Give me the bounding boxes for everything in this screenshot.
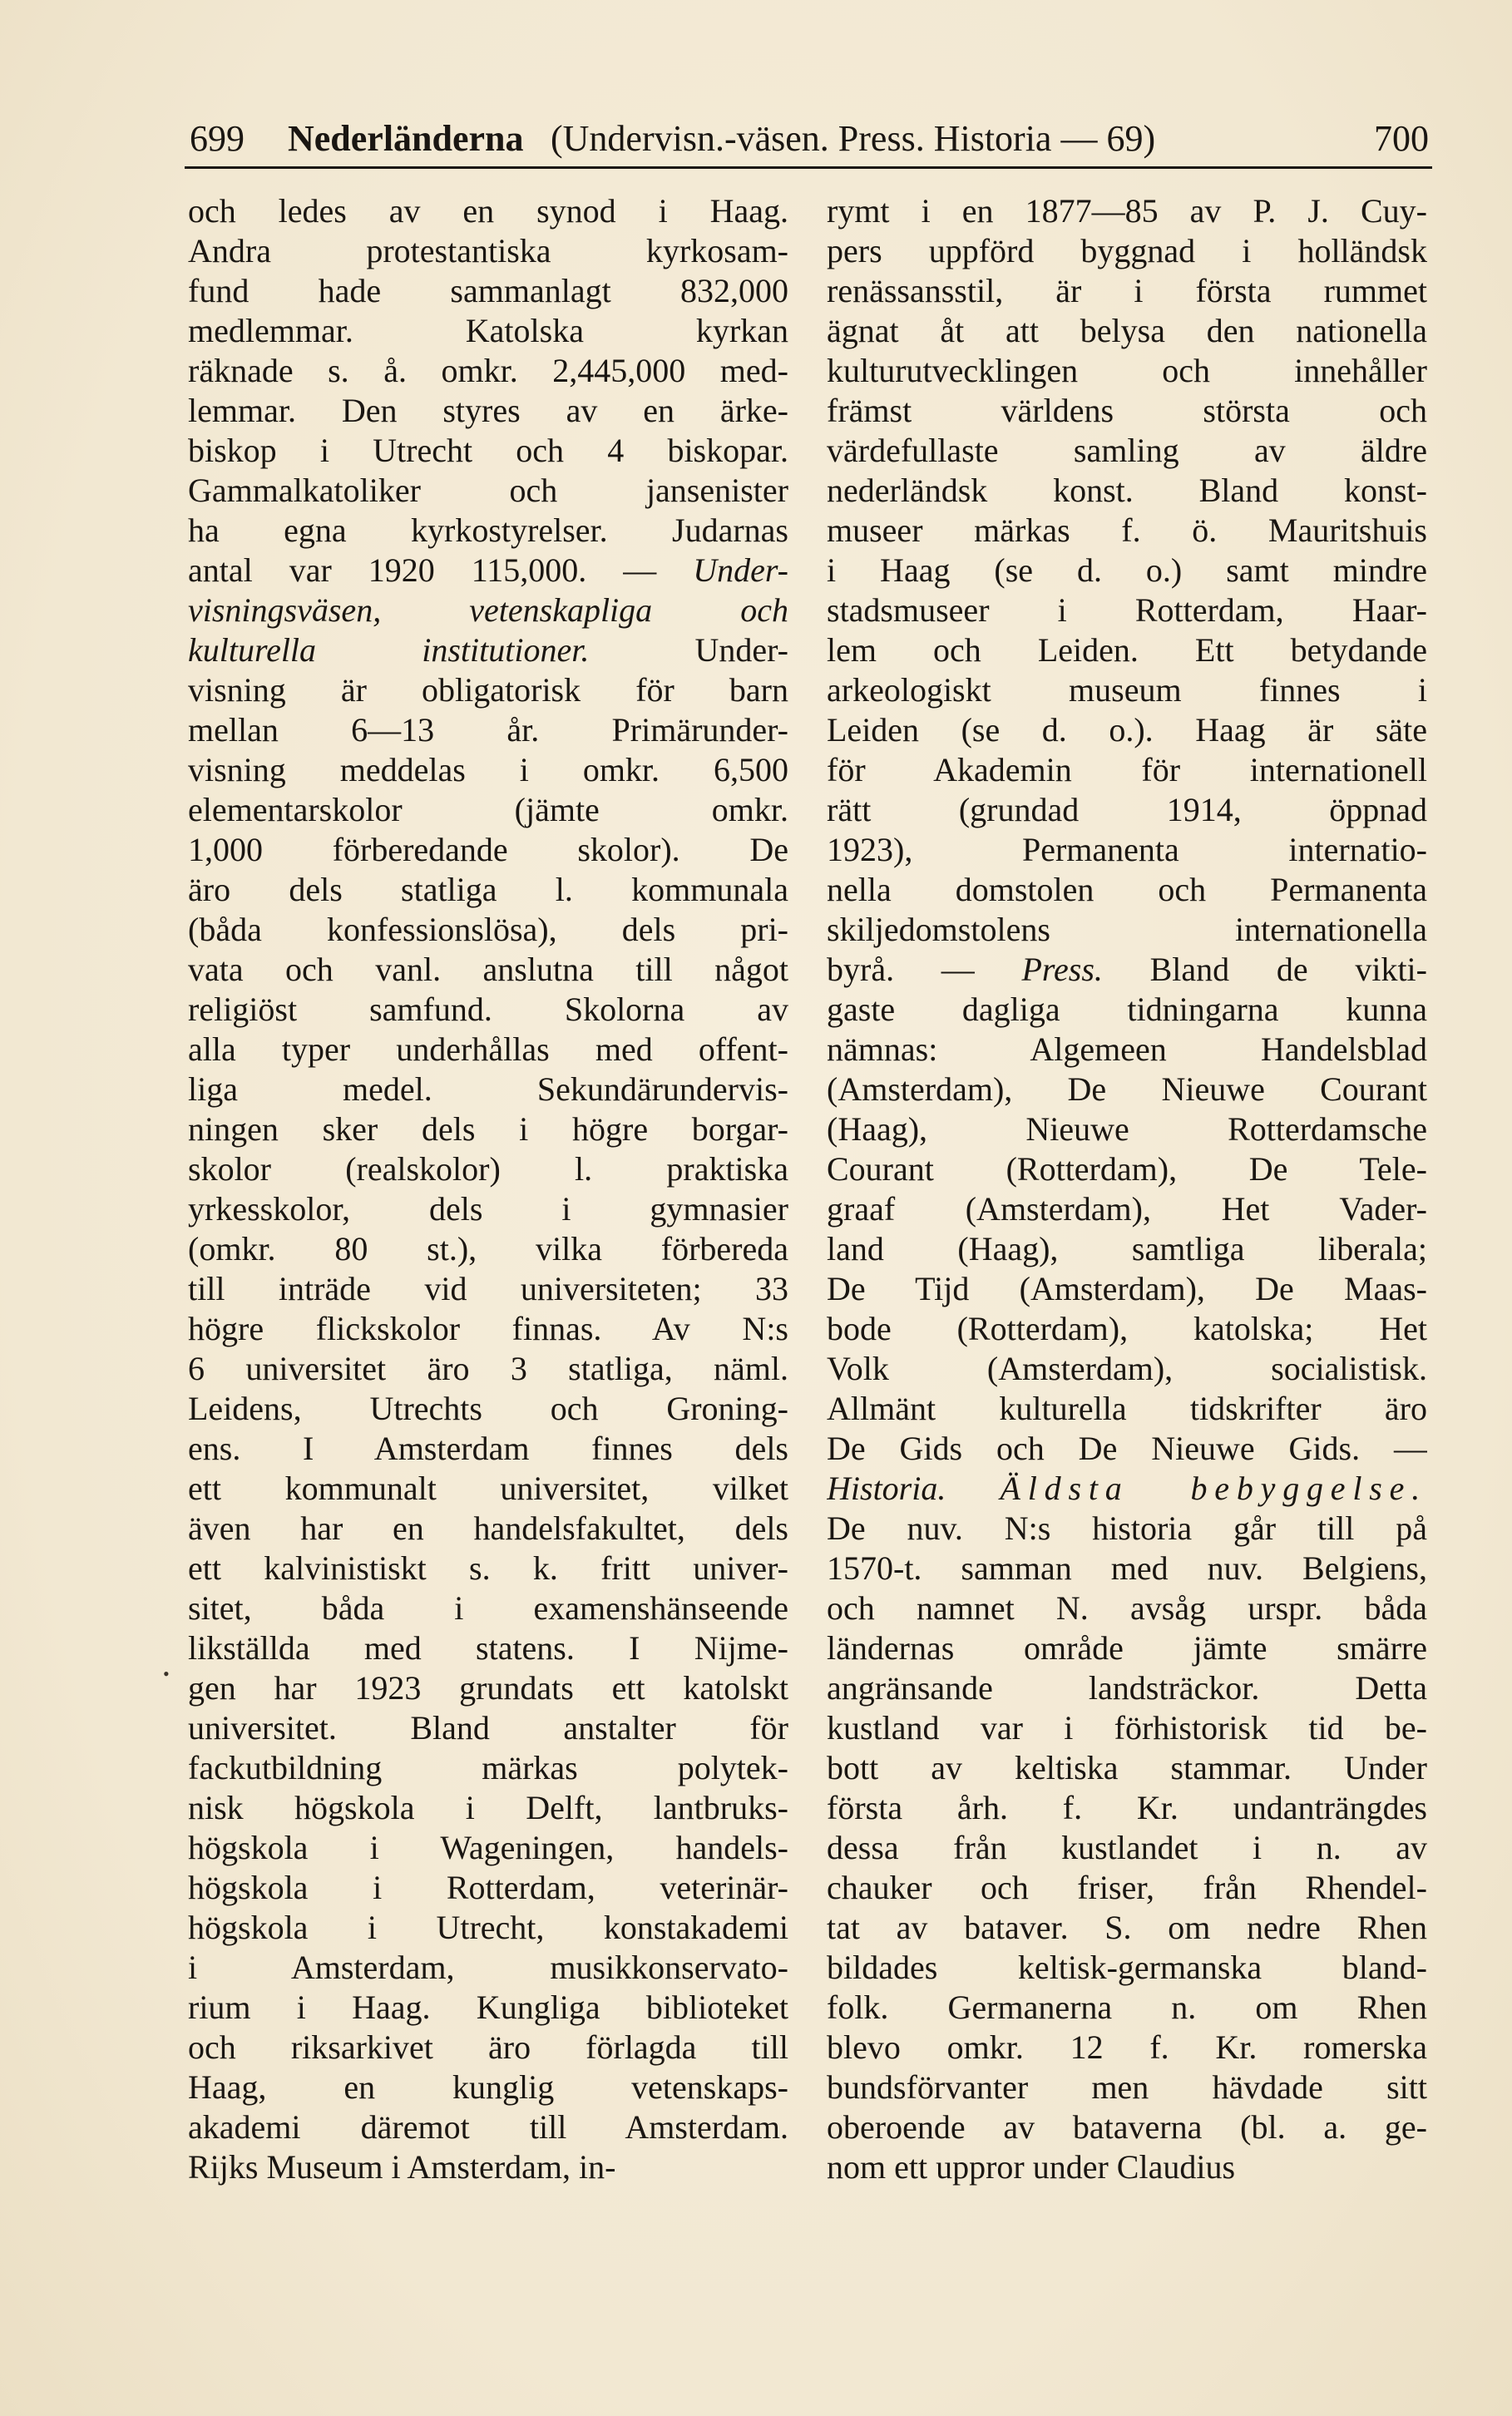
text-line: bode (Rotterdam), katolska; Het — [827, 1310, 1427, 1347]
text-line: fund hade sammanlagt 832,000 — [188, 272, 788, 309]
text-line: dessa från kustlandet i n. av — [827, 1829, 1427, 1866]
page-number-right: 700 — [1374, 118, 1429, 159]
text-line: (omkr. 80 st.), vilka förbereda — [188, 1230, 788, 1267]
text-line: Gammalkatoliker och jansenister — [188, 472, 788, 509]
text-line: biskop i Utrecht och 4 biskopar. — [188, 432, 788, 469]
text-line: De nuv. N:s historia går till på — [827, 1509, 1427, 1547]
text-line: likställda med statens. I Nijme- — [188, 1629, 788, 1667]
text-line: ningen sker dels i högre borgar- — [188, 1110, 788, 1148]
text-line: ett kalvinistiskt s. k. fritt univer- — [188, 1549, 788, 1587]
text-line: mellan 6—13 år. Primärunder- — [188, 711, 788, 749]
header-subtitle: (Undervisn.-väsen. Press. Historia — 69) — [551, 118, 1156, 159]
text-line: Haag, en kunglig vetenskaps- — [188, 2068, 788, 2106]
text-line: renässansstil, är i första rummet — [827, 272, 1427, 309]
text-line: i Amsterdam, musikkonservato- — [188, 1949, 788, 1986]
text-line: rymt i en 1877—85 av P. J. Cuy- — [827, 192, 1427, 230]
text-line: gen har 1923 grundats ett katolskt — [188, 1669, 788, 1707]
text-line: högskola i Wageningen, handels- — [188, 1829, 788, 1866]
text-line: bildades keltisk-germanska bland- — [827, 1949, 1427, 1986]
text-line: visning meddelas i omkr. 6,500 — [188, 751, 788, 788]
text-line: 6 universitet äro 3 statliga, näml. — [188, 1350, 788, 1387]
text-line: ett kommunalt universitet, vilket — [188, 1470, 788, 1507]
text-line: Courant (Rotterdam), De Tele- — [827, 1150, 1427, 1188]
text-line: pers uppförd byggnad i holländsk — [827, 232, 1427, 269]
margin-mark: • — [163, 1663, 170, 1684]
text-line: fackutbildning märkas polytek- — [188, 1749, 788, 1786]
text-line: i Haag (se d. o.) samt mindre — [827, 551, 1427, 589]
text-line: angränsande landsträckor. Detta — [827, 1669, 1427, 1707]
text-line: visning är obligatorisk för barn — [188, 671, 788, 709]
text-line: yrkesskolor, dels i gymnasier — [188, 1190, 788, 1228]
text-line: och ledes av en synod i Haag. — [188, 192, 788, 230]
text-line: Volk (Amsterdam), socialistisk. — [827, 1350, 1427, 1387]
text-line: värdefullaste samling av äldre — [827, 432, 1427, 469]
text-line: kustland var i förhistorisk tid be- — [827, 1709, 1427, 1747]
text-line: Andra protestantiska kyrkosam- — [188, 232, 788, 269]
text-line: ägnat åt att belysa den nationella — [827, 312, 1427, 349]
text-line: 1923), Permanenta internatio- — [827, 831, 1427, 868]
text-line: och riksarkivet äro förlagda till — [188, 2028, 788, 2066]
text-line: graaf (Amsterdam), Het Vader- — [827, 1190, 1427, 1228]
text-line: medlemmar. Katolska kyrkan — [188, 312, 788, 349]
text-line: tat av bataver. S. om nedre Rhen — [827, 1909, 1427, 1946]
text-line: främst världens största och — [827, 392, 1427, 429]
page-number-left: 699 — [190, 118, 245, 159]
text-line: skolor (realskolor) l. praktiska — [188, 1150, 788, 1188]
text-line: bundsförvanter men hävdade sitt — [827, 2068, 1427, 2106]
text-line: land (Haag), samtliga liberala; — [827, 1230, 1427, 1267]
text-line: chauker och friser, från Rhendel- — [827, 1869, 1427, 1906]
text-line: Leiden (se d. o.). Haag är säte — [827, 711, 1427, 749]
header-title: Nederländerna — [288, 118, 524, 159]
text-line: Historia. Äldsta bebyggelse. — [827, 1470, 1427, 1507]
header-rule — [185, 166, 1432, 169]
text-line: till inträde vid universiteten; 33 — [188, 1270, 788, 1307]
text-line: stadsmuseer i Rotterdam, Haar- — [827, 591, 1427, 629]
text-line: antal var 1920 115,000. — Under- — [188, 551, 788, 589]
text-line: universitet. Bland anstalter för — [188, 1709, 788, 1747]
text-line: högskola i Rotterdam, veterinär- — [188, 1869, 788, 1906]
text-line: 1,000 förberedande skolor). De — [188, 831, 788, 868]
text-line: nämnas: Algemeen Handelsblad — [827, 1030, 1427, 1068]
text-line: (båda konfessionslösa), dels pri- — [188, 911, 788, 948]
text-line: Allmänt kulturella tidskrifter äro — [827, 1390, 1427, 1427]
text-line: visningsväsen, vetenskapliga och — [188, 591, 788, 629]
text-line: ha egna kyrkostyrelser. Judarnas — [188, 511, 788, 549]
text-line: för Akademin för internationell — [827, 751, 1427, 788]
text-line: kulturutvecklingen och innehåller — [827, 352, 1427, 389]
text-line: (Haag), Nieuwe Rotterdamsche — [827, 1110, 1427, 1148]
text-line: nisk högskola i Delft, lantbruks- — [188, 1789, 788, 1826]
text-line: lemmar. Den styres av en ärke- — [188, 392, 788, 429]
text-line: Rijks Museum i Amsterdam, in- — [188, 2148, 616, 2186]
text-column-right — [827, 191, 1427, 2187]
text-line: rium i Haag. Kungliga biblioteket — [188, 1989, 788, 2026]
text-line: ens. I Amsterdam finnes dels — [188, 1430, 788, 1467]
text-line: arkeologiskt museum finnes i — [827, 671, 1427, 709]
text-line: äro dels statliga l. kommunala — [188, 871, 788, 908]
text-line: lem och Leiden. Ett betydande — [827, 631, 1427, 669]
text-line: De Gids och De Nieuwe Gids. — — [827, 1430, 1427, 1467]
text-line: liga medel. Sekundärundervis- — [188, 1070, 788, 1108]
text-line: (Amsterdam), De Nieuwe Courant — [827, 1070, 1427, 1108]
text-line: och namnet N. avsåg urspr. båda — [827, 1589, 1427, 1627]
text-line: bott av keltiska stammar. Under — [827, 1749, 1427, 1786]
text-line: alla typer underhållas med offent- — [188, 1030, 788, 1068]
text-line: första årh. f. Kr. undanträngdes — [827, 1789, 1427, 1826]
text-line: religiöst samfund. Skolorna av — [188, 991, 788, 1028]
text-line: sitet, båda i examenshänseende — [188, 1589, 788, 1627]
text-line: högre flickskolor finnas. Av N:s — [188, 1310, 788, 1347]
text-line: kulturella institutioner. Under- — [188, 631, 788, 669]
text-line: vata och vanl. anslutna till något — [188, 951, 788, 988]
text-line: blevo omkr. 12 f. Kr. romerska — [827, 2028, 1427, 2066]
text-line: nom ett uppror under Claudius — [827, 2148, 1236, 2186]
text-line: nederländsk konst. Bland konst- — [827, 472, 1427, 509]
text-line: ländernas område jämte smärre — [827, 1629, 1427, 1667]
text-line: folk. Germanerna n. om Rhen — [827, 1989, 1427, 2026]
text-line: högskola i Utrecht, konstakademi — [188, 1909, 788, 1946]
text-line: rätt (grundad 1914, öppnad — [827, 791, 1427, 828]
text-line: skiljedomstolens internationella — [827, 911, 1427, 948]
text-column-left — [188, 191, 788, 2187]
text-line: byrå. — Press. Bland de vikti- — [827, 951, 1427, 988]
text-line: nella domstolen och Permanenta — [827, 871, 1427, 908]
text-line: De Tijd (Amsterdam), De Maas- — [827, 1270, 1427, 1307]
running-header — [190, 110, 1429, 168]
text-line: 1570-t. samman med nuv. Belgiens, — [827, 1549, 1427, 1587]
text-line: gaste dagliga tidningarna kunna — [827, 991, 1427, 1028]
text-line: räknade s. å. omkr. 2,445,000 med- — [188, 352, 788, 389]
text-line: Leidens, Utrechts och Groning- — [188, 1390, 788, 1427]
text-line: oberoende av bataverna (bl. a. ge- — [827, 2108, 1427, 2146]
text-line: även har en handelsfakultet, dels — [188, 1509, 788, 1547]
text-line: akademi däremot till Amsterdam. — [188, 2108, 788, 2146]
text-line: museer märkas f. ö. Mauritshuis — [827, 511, 1427, 549]
text-line: elementarskolor (jämte omkr. — [188, 791, 788, 828]
